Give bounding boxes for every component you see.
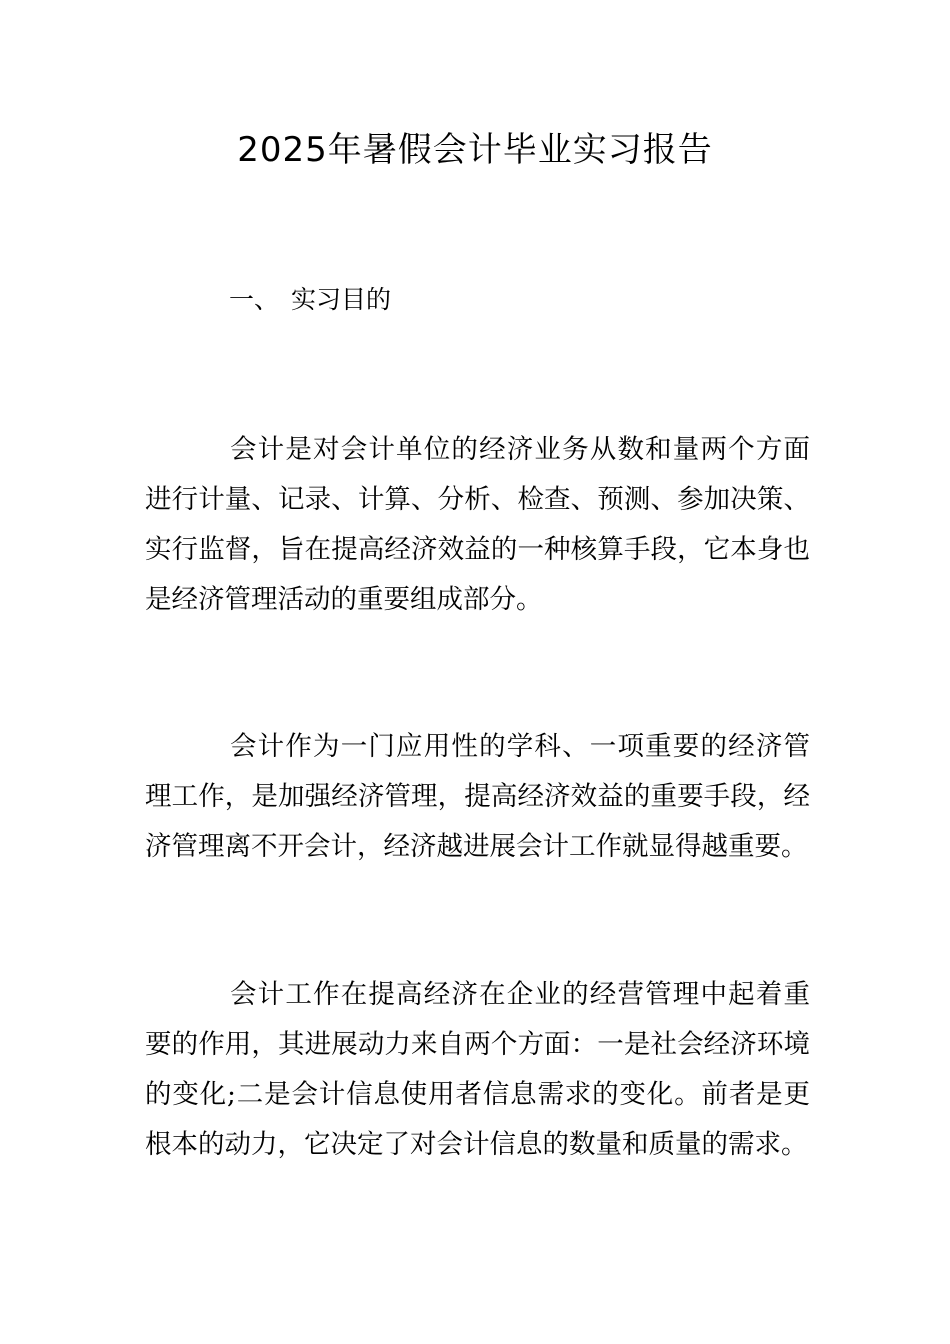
paragraph-1: 会计是对会计单位的经济业务从数和量两个方面进行计量、记录、计算、分析、检查、预测、参加决策、实行监督，旨在提高经济效益的一种核算手段，它本身也是经济管理活动的重要组成部分。 [145,434,810,615]
paragraph-3: 会计工作在提高经济在企业的经营管理中起着重要的作用，其进展动力来自两个方面：一是社会经济环境的变化;二是会计信息使用者信息需求的变化。前者是更根本的动力，它决定了对会计信息的数量和质量的需求。 [145,979,810,1160]
section-heading [229,284,391,316]
document-title: 2025年暑假会计毕业实习报告 [237,130,713,170]
section-heading-text: 实习目的 [291,285,392,314]
paragraph-2: 会计作为一门应用性的学科、一项重要的经济管理工作，是加强经济管理，提高经济效益的重要手段，经济管理离不开会计，经济越进展会计工作就显得越重要。 [145,731,810,862]
section-number: 一、 [229,285,280,314]
